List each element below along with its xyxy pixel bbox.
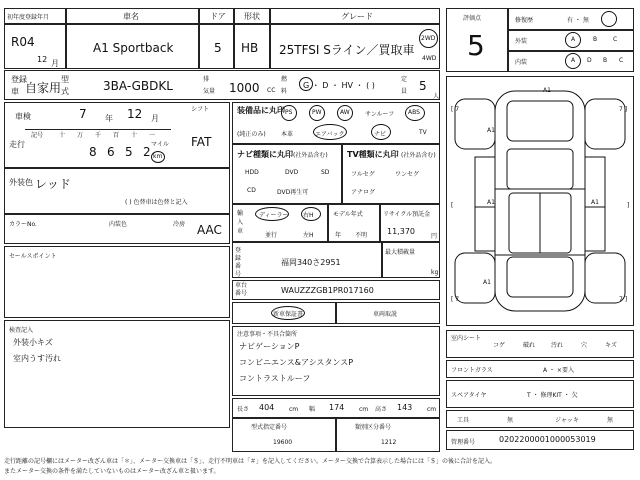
max-load-label: 最大積載量 <box>385 249 416 256</box>
color-no-block <box>4 214 230 244</box>
tv-type-label: TV種類に丸印 <box>347 150 399 159</box>
displacement-label: 排 <box>203 76 210 83</box>
capacity-unit: 人 <box>433 93 440 100</box>
import-block <box>232 204 328 242</box>
fuel-label: 燃 <box>281 76 288 83</box>
length-value: 404 <box>259 403 275 412</box>
shift-value: FAT <box>191 135 212 149</box>
mileage-digit-0: 8 <box>89 145 97 159</box>
class-no-label: 類別区分番号 <box>355 424 392 431</box>
height-unit: cm <box>427 406 437 413</box>
score-value: 5 <box>467 29 485 62</box>
note-2: コントラストルーフ <box>239 374 311 383</box>
km-label: km <box>153 153 163 160</box>
class-no-cell <box>336 418 440 452</box>
model-name-label: 車名 <box>123 12 139 21</box>
exterior-grade-c: C <box>613 36 618 43</box>
shift-label: シフト <box>191 106 210 113</box>
mileage-digit-2: 5 <box>125 145 133 159</box>
reg-label: 登録 <box>11 75 27 84</box>
spare-options: T ・ 修理KIT ・ 欠 <box>527 392 578 399</box>
car-diagram-block <box>446 76 634 326</box>
navi-dvd: DVD <box>285 169 299 176</box>
seat-item-1: 破れ <box>523 342 536 349</box>
tv-oneseg: ワンセグ <box>395 171 420 178</box>
grade-value: 25TFSI Sライン／買取車 <box>279 43 415 57</box>
model-name-cell <box>66 24 199 69</box>
model-name-label-cell <box>66 8 199 24</box>
inspection-year-unit: 年 <box>105 114 113 123</box>
glass-block <box>446 360 634 378</box>
interior-grade-c: C <box>619 57 624 64</box>
vin-block <box>232 280 440 300</box>
drive-2wd: 2WD <box>421 35 436 42</box>
shape-label-cell <box>234 8 270 24</box>
equip-ps: PS <box>285 109 293 116</box>
new-car-cert-cell <box>232 302 336 324</box>
mileage-col-6: 一 <box>149 132 156 139</box>
navi-cd: CD <box>247 187 256 194</box>
cc-unit: CC <box>267 87 276 94</box>
reg-label2: 車 <box>11 87 19 96</box>
doors-cell <box>199 24 234 69</box>
exterior-color: レッド <box>35 177 71 191</box>
model-year-block <box>328 204 380 242</box>
recycle-block <box>380 204 440 242</box>
sales-point-label: セールスポイント <box>9 253 57 260</box>
seat-block <box>446 330 634 358</box>
ac-value: AAC <box>197 223 222 237</box>
equip-sunroof: サンルーフ <box>365 111 395 118</box>
navi-type-block <box>232 144 342 204</box>
footer-line1: 走行距離の記号欄にはメーター改ざん車は「＊」、メーター交換車は「＄」、走行不明車は「＃」を記入してください。メーター交換で合算表示した場合には「＄」の後に合計を記入。 <box>4 458 497 465</box>
first-reg-value-cell <box>4 24 66 69</box>
diagram-label-1: A1 <box>487 127 495 134</box>
jack-label: ジャッキ <box>555 417 579 424</box>
mileage-col-3: 千 <box>95 132 102 139</box>
plate-value: 福岡340さ2951 <box>281 258 341 267</box>
fuel-options: G ・ D ・ HV ・ ( ) <box>303 81 375 90</box>
mileage-col-1: 十 <box>59 132 66 139</box>
new-car-cert: 新車保証書 <box>273 311 304 318</box>
door-label-cell <box>199 8 234 24</box>
car-outline-diagram <box>447 77 633 325</box>
max-load-unit: kg <box>431 269 439 276</box>
navi-sd: SD <box>321 169 330 176</box>
length-label: 長さ <box>237 406 250 413</box>
exterior-block <box>4 168 230 214</box>
jack-value: 無 <box>607 417 614 424</box>
mileage-col-5: 十 <box>131 132 138 139</box>
drive-4wd: 4WD <box>422 55 437 62</box>
usage-value: 自家用 <box>25 81 62 95</box>
mileage-col-2: 万 <box>77 132 84 139</box>
model-name: A1 Sportback <box>93 41 174 55</box>
svg-text:[ 7: [ 7 <box>451 106 460 113</box>
note-1: コンビニエンス&アシスタンスP <box>239 358 354 367</box>
recycle-label: リサイクル預託金 <box>383 211 431 218</box>
diagram-label-0: A1 <box>543 87 551 94</box>
manual-label: 車両取説 <box>373 311 398 318</box>
score-cell <box>446 8 508 72</box>
door-label: ドア <box>210 12 226 21</box>
shape-label: 形状 <box>244 12 260 21</box>
equip-tv: TV <box>419 129 427 136</box>
svg-text:7 ]: 7 ] <box>619 106 628 113</box>
dimensions-block <box>232 398 440 418</box>
model-year-unit: 年 <box>335 232 342 239</box>
equipment-note: (純正のみ) <box>237 131 266 138</box>
first-reg-month: 12 <box>37 55 48 64</box>
spare-label: スペアタイヤ <box>451 392 487 399</box>
plate-block <box>232 242 382 278</box>
grade-label: グレード <box>341 12 373 21</box>
plate-label: 登録番号 <box>235 247 242 278</box>
spare-block <box>446 380 634 408</box>
sales-point-block <box>4 246 230 318</box>
mileage-digit-3: 2 <box>143 145 151 159</box>
tv-type-note: (社外品含む) <box>401 152 436 159</box>
length-unit: cm <box>289 406 299 413</box>
repair-none-circle <box>601 11 617 27</box>
equipment-label: 装備品に丸印 <box>237 106 285 115</box>
shape-cell <box>234 24 270 69</box>
navi-type-note: (社外品含む) <box>293 152 328 159</box>
mile-label: マイル <box>151 141 169 148</box>
equip-pw: PW <box>312 109 322 116</box>
repair-options: 有 ・ 無 <box>567 17 589 24</box>
shape-value: HB <box>241 41 259 55</box>
exterior-grade-cell <box>508 30 634 51</box>
manual-cell <box>336 302 440 324</box>
grade-cell <box>270 24 440 69</box>
vin-value: WAUZZZGB1PR017160 <box>281 286 374 295</box>
seat-label: 室内シート <box>451 335 482 342</box>
tv-type-block <box>342 144 440 204</box>
mileage-label: 走行 <box>9 140 25 149</box>
color-note: ( ) 色替車は色替と記入 <box>125 199 188 206</box>
diagram-label-3: A1 <box>591 199 599 206</box>
exterior-grade-b: B <box>593 36 598 43</box>
inspector-note-1: 室内うす汚れ <box>13 354 61 363</box>
exterior-label: 外装色 <box>9 178 33 187</box>
footer-line2: またメーター交換の条件を満たしていないものはメーター改ざん車と扱います。 <box>4 468 220 475</box>
type-no-cell <box>232 418 336 452</box>
inspector-notes-label: 検査記入 <box>9 327 34 334</box>
equip-navi: ナビ <box>374 131 387 138</box>
width-value: 174 <box>329 403 345 412</box>
control-block <box>446 430 634 450</box>
interior-grade-cell <box>508 51 634 72</box>
control-value: 0202200001000053019 <box>499 435 596 444</box>
model-year-label: モデル年式 <box>333 211 363 218</box>
color-no-label: カラーNo. <box>9 221 37 228</box>
import-right: 右H <box>303 212 314 219</box>
width-unit: cm <box>359 406 369 413</box>
equip-airbag: エアバック <box>315 131 345 138</box>
score-label: 評価点 <box>463 15 482 22</box>
first-reg-year: R04 <box>11 35 35 49</box>
displacement-value: 1000 <box>229 81 260 95</box>
glass-options: A ・ ×要入 <box>543 367 574 374</box>
first-reg-month-unit: 月 <box>51 59 59 68</box>
recycle-unit: 円 <box>431 233 438 240</box>
inspection-block <box>4 102 230 168</box>
displacement-label2: 気量 <box>203 88 216 95</box>
first-reg-label-cell <box>4 8 66 24</box>
inspection-month-unit: 月 <box>151 114 159 123</box>
doors-value: 5 <box>214 41 222 55</box>
class-no-value: 1212 <box>381 439 397 446</box>
navi-hdd: HDD <box>245 169 259 176</box>
import-parallel: 並行 <box>265 232 278 239</box>
exterior-grade-a: A <box>571 36 576 43</box>
tv-fullseg: フルセグ <box>351 171 375 178</box>
equip-aw: AW <box>340 109 350 116</box>
interior-grade-b: B <box>603 57 608 64</box>
import-label: 輸入車 <box>237 210 244 235</box>
seat-item-3: 穴 <box>581 342 588 349</box>
seat-item-4: キズ <box>605 342 617 349</box>
seat-item-2: 汚れ <box>551 342 564 349</box>
navi-type-label: ナビ種類に丸印 <box>237 150 293 159</box>
fuel-label2: 料 <box>281 88 288 95</box>
ac-label: 冷房 <box>173 221 186 228</box>
svg-text:[: [ <box>451 202 454 209</box>
note-0: ナビゲーションP <box>239 342 300 351</box>
svg-text:7 ]: 7 ] <box>619 296 628 303</box>
diagram-label-2: A1 <box>487 199 495 206</box>
max-load-block <box>382 242 440 278</box>
glass-label: フロントガラス <box>451 367 493 374</box>
height-value: 143 <box>397 403 413 412</box>
type-no-value: 19600 <box>273 439 293 446</box>
type-no-label: 型式指定番号 <box>251 424 288 431</box>
interior-grade-a: A <box>571 57 576 64</box>
equipment-block <box>232 102 440 144</box>
height-label: 高さ <box>375 406 388 413</box>
interior-grade-d: D <box>587 57 592 64</box>
equip-leather: 本革 <box>281 131 294 138</box>
import-left: 左H <box>303 232 314 239</box>
interior-grade-label: 内装 <box>515 59 528 66</box>
repair-label: 修復歴 <box>515 17 534 24</box>
tools-value: 無 <box>507 417 514 424</box>
seat-item-0: コゲ <box>493 342 506 349</box>
diagram-label-4: A1 <box>483 279 491 286</box>
equip-abs: ABS <box>408 109 420 116</box>
repair-cell <box>508 8 634 30</box>
interior-color-label: 内装色 <box>109 221 128 228</box>
capacity-label: 定 <box>401 76 408 83</box>
capacity-value: 5 <box>419 79 427 93</box>
inspection-year: 7 <box>79 107 87 121</box>
grade-label-cell <box>270 8 440 24</box>
exterior-grade-label: 外装 <box>515 38 528 45</box>
tv-analog: アナログ <box>351 189 376 196</box>
registration-row <box>4 70 440 100</box>
inspection-label: 車検 <box>15 112 31 121</box>
width-label: 幅 <box>309 406 316 413</box>
tools-block <box>446 410 634 428</box>
tools-label: 工具 <box>457 417 470 424</box>
capacity-label2: 員 <box>401 88 408 95</box>
model-code: 3BA-GBDKL <box>103 79 173 93</box>
type-label2: 式 <box>61 87 69 96</box>
model-year-unknown: 不明 <box>355 232 368 239</box>
navi-dvd-play: DVD再生可 <box>277 189 309 196</box>
svg-text:[ 7: [ 7 <box>451 296 460 303</box>
mileage-col-4: 百 <box>113 132 120 139</box>
notes-label: 注意事項・不具合箇所 <box>237 331 298 338</box>
vin-label: 車台番号 <box>235 282 248 297</box>
svg-text:]: ] <box>627 202 630 209</box>
control-label: 管理番号 <box>451 439 476 446</box>
mileage-col-0: 記号 <box>31 132 44 139</box>
type-label: 型 <box>61 75 69 84</box>
mileage-digit-1: 6 <box>107 145 115 159</box>
first-reg-label: 初年度登録年月 <box>7 14 50 21</box>
notes-block <box>232 326 440 396</box>
inspector-note-0: 外装小キズ <box>13 338 53 347</box>
import-dealer: ディーラー <box>259 212 289 219</box>
inspector-notes-block <box>4 320 230 428</box>
recycle-value: 11,370 <box>387 227 415 236</box>
inspection-month: 12 <box>127 107 143 121</box>
